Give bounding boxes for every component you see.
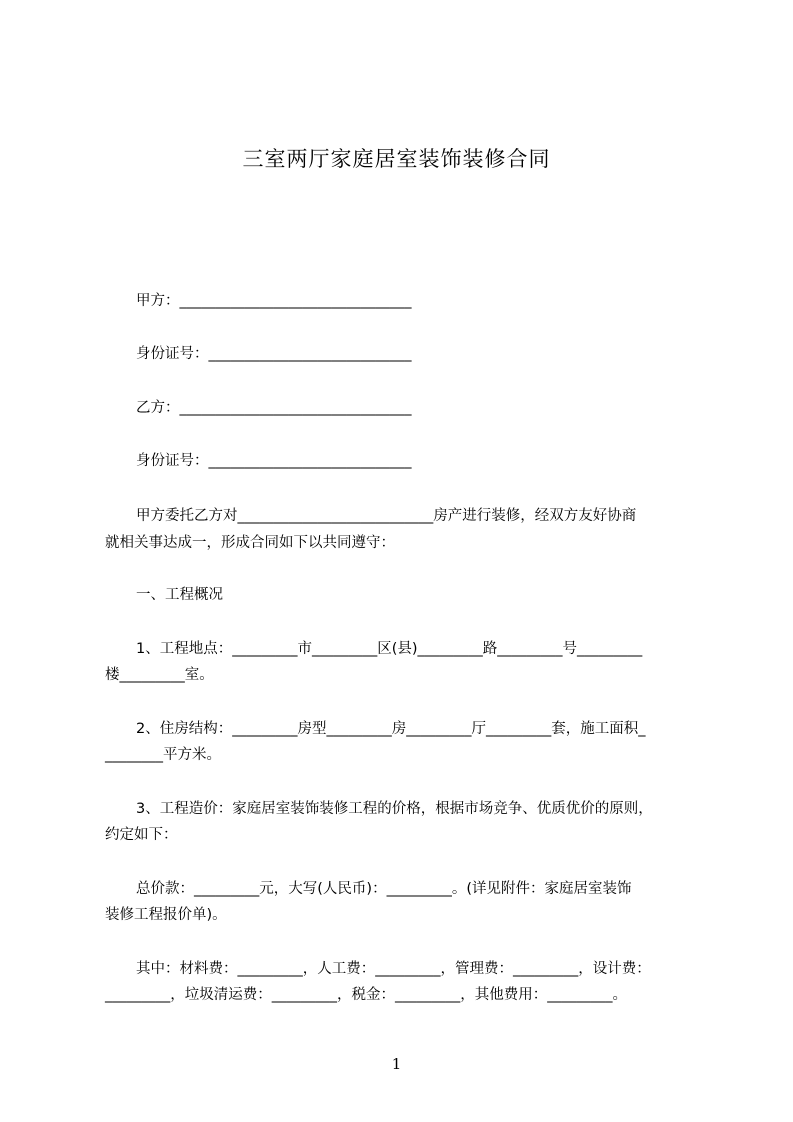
document-title: 三室两厅家庭居室装饰装修合同 bbox=[242, 147, 551, 171]
item-2-line-1: 2、住房结构：_________房型_________房_________厅_________套，施工面积_ bbox=[136, 721, 646, 737]
cost-breakdown-line-2: _________，垃圾清运费：_________，税金：_________，其他费用：_________。 bbox=[105, 987, 627, 1003]
page-number: 1 bbox=[391, 1055, 402, 1073]
item-3-line-1: 3、工程造价：家庭居室装饰装修工程的价格，根据市场竞争、优质优价的原则， bbox=[136, 801, 653, 817]
party-b-id-field: 身份证号：____________________________ bbox=[136, 453, 412, 469]
total-price-line-2: 装修工程报价单)。 bbox=[105, 907, 227, 923]
item-2-line-2: ________平方米。 bbox=[105, 747, 221, 763]
party-b-field: 乙方：________________________________ bbox=[136, 400, 412, 416]
intro-paragraph-line-1: 甲方委托乙方对___________________________房产进行装修，经双方友好协商 bbox=[136, 508, 637, 524]
item-1-line-1: 1、工程地点：_________市_________区(县)_________路_________号_________ bbox=[136, 641, 643, 657]
intro-paragraph-line-2: 就相关事达成一，形成合同如下以共同遵守： bbox=[105, 535, 395, 551]
party-a-field: 甲方：________________________________ bbox=[136, 293, 412, 309]
section-heading: 一、工程概况 bbox=[136, 587, 223, 603]
total-price-line-1: 总价款：_________元，大写(人民币)：_________。(详见附件：家庭居室装饰 bbox=[136, 881, 632, 897]
party-a-id-field: 身份证号：____________________________ bbox=[136, 346, 412, 362]
item-1-line-2: 楼_________室。 bbox=[105, 667, 214, 683]
item-3-line-2: 约定如下： bbox=[105, 827, 178, 843]
cost-breakdown-line-1: 其中：材料费：_________，人工费：_________，管理费：_________，设计费： bbox=[136, 961, 651, 977]
